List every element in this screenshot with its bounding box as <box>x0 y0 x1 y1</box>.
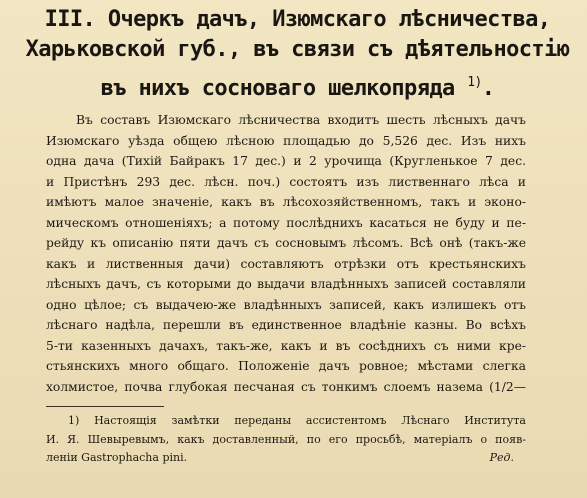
title-line-3-text: въ нихъ сосноваго шелкопряда <box>100 76 455 101</box>
title-line-1: III. Очеркъ дачъ, Изюмскаго лѣсничества, <box>44 7 551 32</box>
footnote <box>46 412 526 468</box>
body-line: лѣснаго надѣла, перешли въ единственное владѣніе казны. Во всѣхъ <box>46 318 526 332</box>
body-line: мическомъ отношеніяхъ; а потому послѣднихъ касаться не буду и пе- <box>46 215 526 230</box>
body-line: стьянскихъ много общаго. Положеніе дачъ ровное; мѣстами слегка <box>46 359 526 373</box>
footnote-line: 1) Настоящія замѣтки переданы ассистентомъ Лѣснаго Института <box>68 414 526 427</box>
body-line: и Пристѣнъ 293 дес. лѣсн. поч.) состоятъ изъ лиственнаго лѣса и <box>46 174 526 189</box>
body-line: Въ составъ Изюмскаго лѣсничества входитъ шесть лѣсныхъ дачъ <box>76 113 526 127</box>
body-line: Изюмскаго уѣзда общею лѣсною площадью до 5,526 дес. Изъ нихъ <box>46 133 526 148</box>
body-line: рейду къ описанію пяти дачъ съ сосновымъ лѣсомъ. Всѣ онѣ (такъ-же <box>46 236 526 250</box>
footnote-last-line <box>46 449 526 468</box>
body-line: 5-ти казенныхъ дачахъ, такъ-же, какъ и въ сосѣднихъ съ ними кре- <box>46 338 526 353</box>
editor-signature: Ред. <box>489 451 514 464</box>
body-line: одна дача (Тихій Байракъ 17 дес.) и 2 урочища (Кругленькое 7 дес. <box>46 154 526 168</box>
title-line-2: Харьковской губ., въ связи съ дѣятельностію <box>25 37 570 62</box>
body-line: холмистое, почва глубокая песчаная съ тонкимъ слоемъ назема (1/2— <box>46 379 526 394</box>
footnote-line: леніи Gastrophacha pini. <box>46 451 188 464</box>
body-line: имѣютъ малое значеніе, какъ въ лѣсохозяйственномъ, такъ и эконо- <box>46 195 526 209</box>
footnote-line: И. Я. Шевыревымъ, какъ доставленный, по его просьбѣ, матеріалъ о появ- <box>46 432 526 446</box>
body-paragraph <box>46 110 526 397</box>
title-line-3-end: . <box>481 76 495 101</box>
title-line-3 <box>20 69 575 103</box>
footnote-reference-mark: 1) <box>467 75 482 90</box>
body-line: лѣсныхъ дачъ, съ которыми до выдачи владѣнныхъ записей составляли <box>46 277 526 291</box>
footnote-divider <box>46 406 164 407</box>
body-line: какъ и лиственныя дачи) составляютъ отрѣзки отъ крестьянскихъ <box>46 256 526 271</box>
body-line: одно цѣлое; съ выдачею-же владѣнныхъ записей, какъ излишекъ отъ <box>46 297 526 312</box>
